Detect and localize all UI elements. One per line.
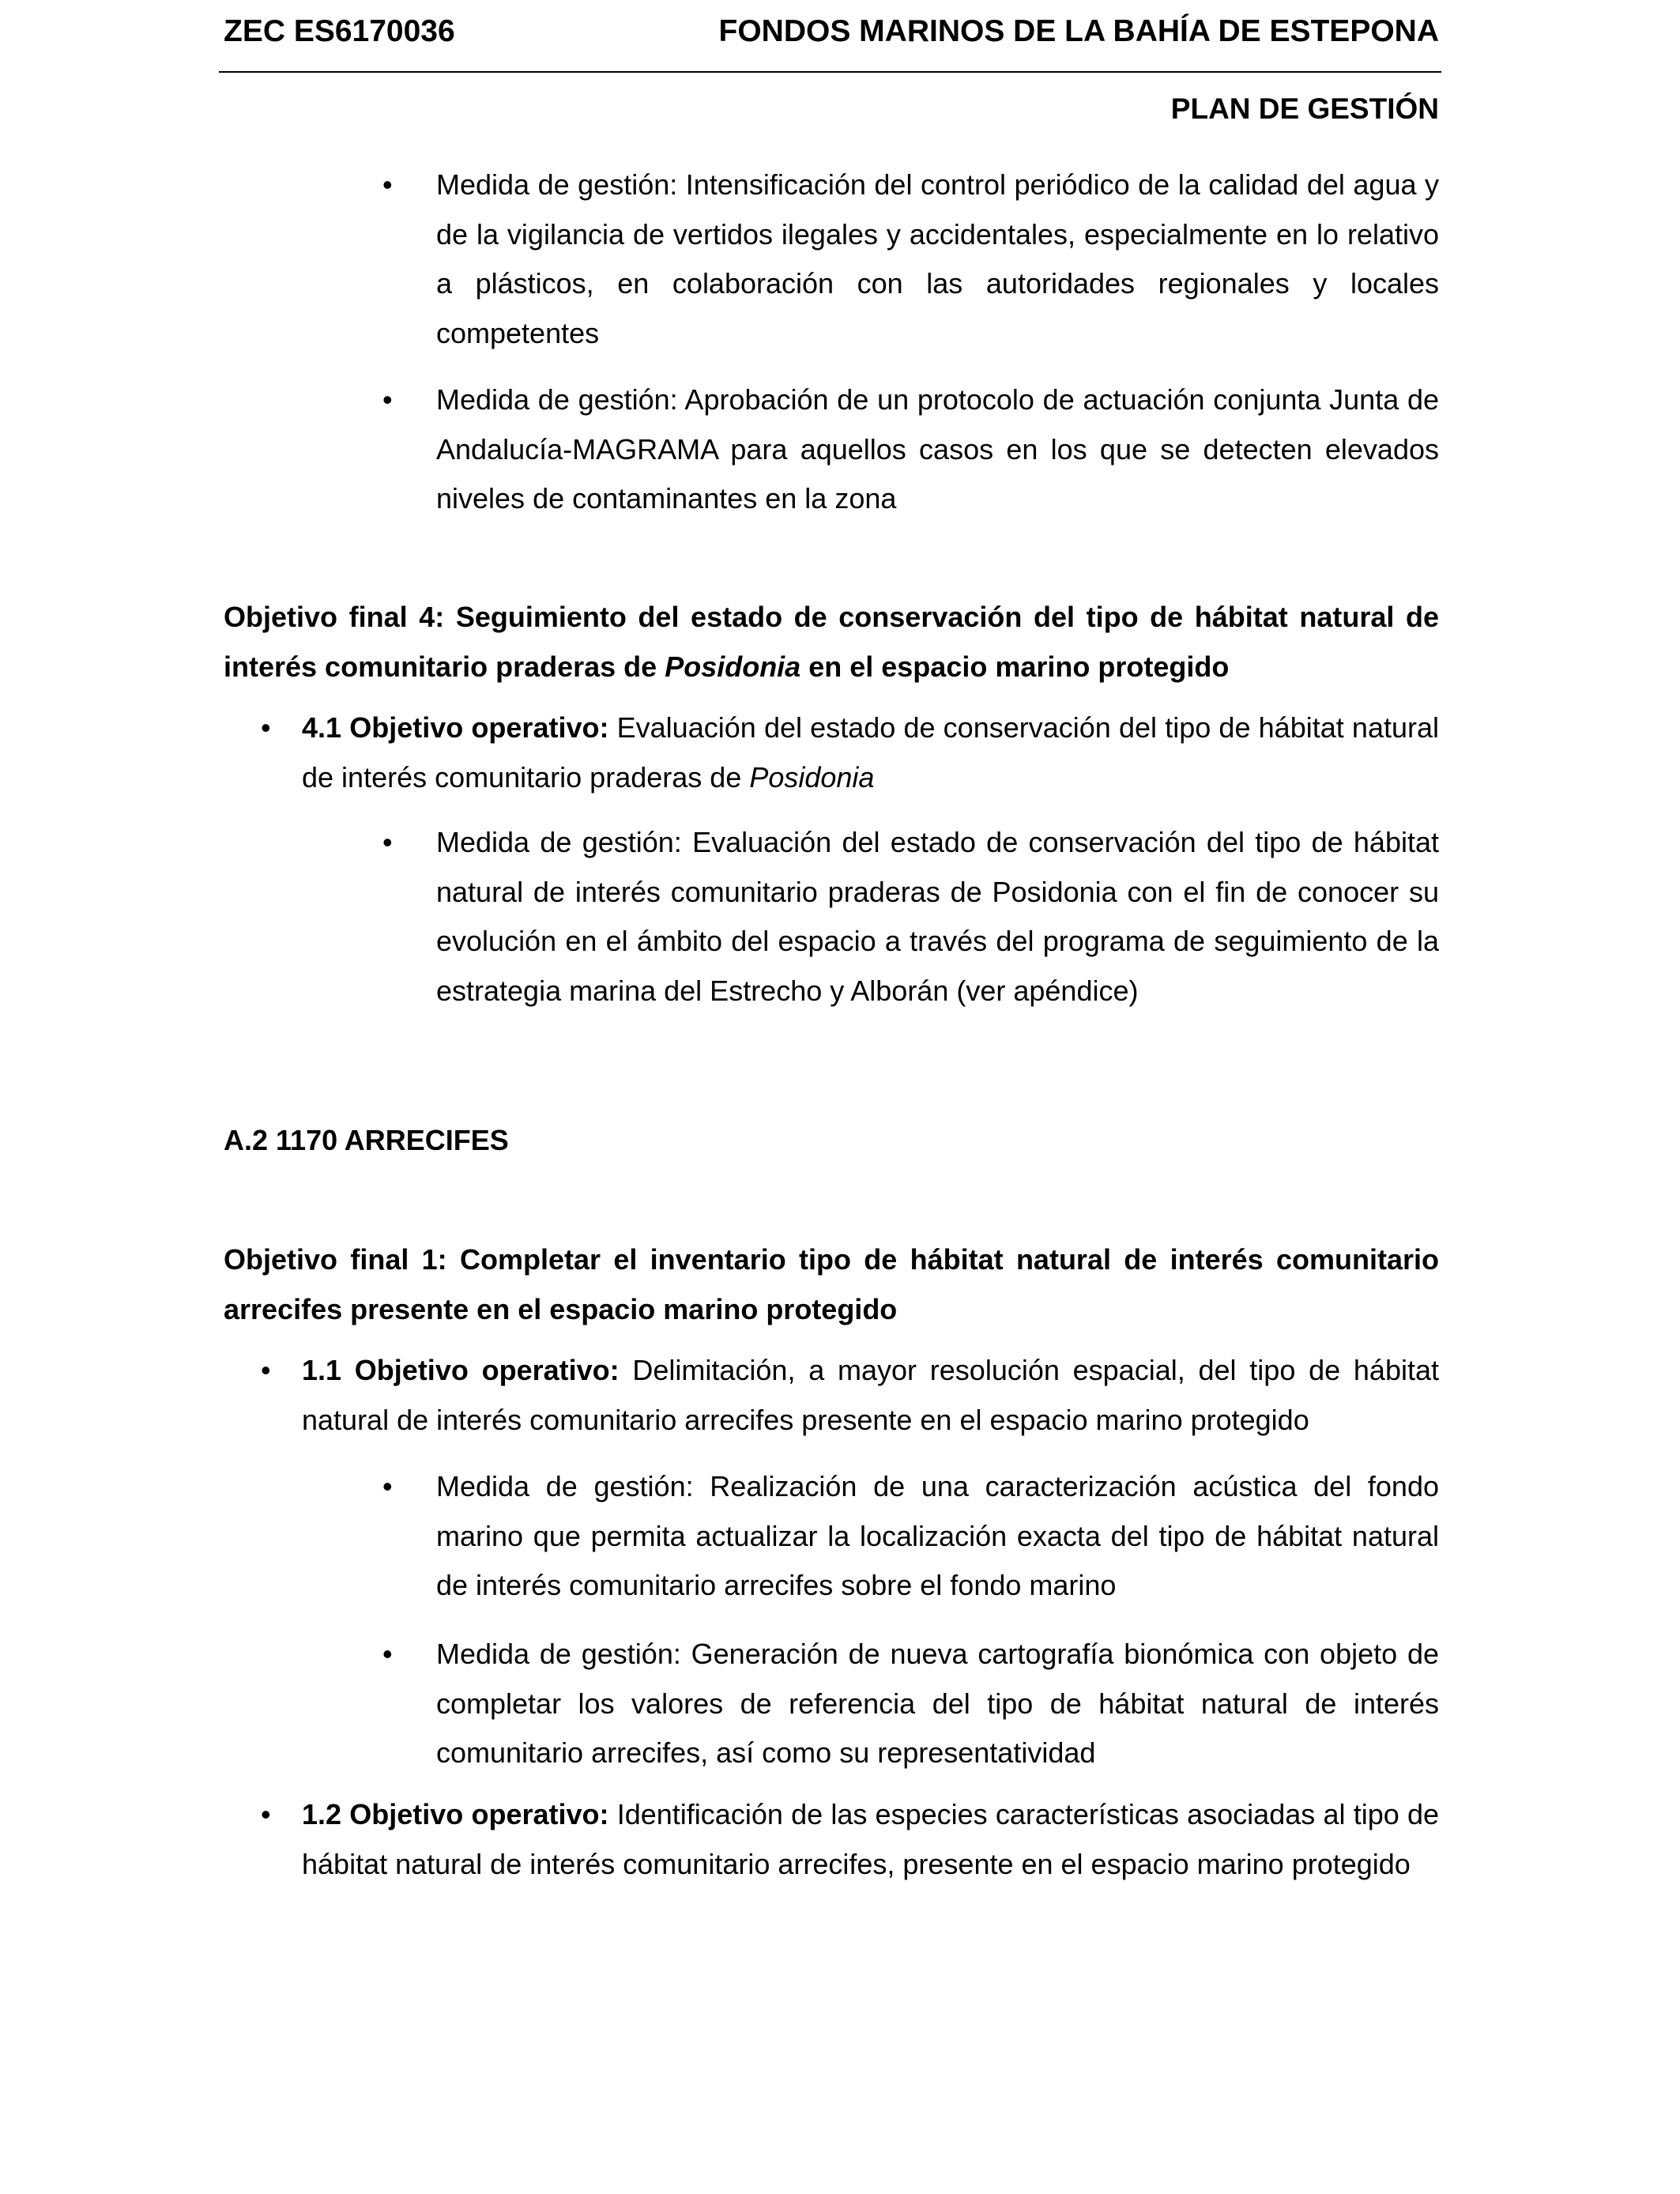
bullet-icon: • <box>382 1638 393 1670</box>
objective-4-title-italic: Posidonia <box>665 650 801 683</box>
measure-acoustic-characterization: Medida de gestión: Realización de una caracterización acústica del fondo marino que permita actualizar la localización exacta del tipo de hábitat natural de interés comunitario arrecifes sobre el fondo marino <box>436 1470 1439 1601</box>
measure-contaminants-protocol: Medida de gestión: Aprobación de un protocolo de actuación conjunta Junta de Andalucía-MAGRAMA para aquellos casos en los que se detecten elevados niveles de contaminantes en la zona <box>436 383 1439 515</box>
operative-objective-1-1-text: Delimitación, a mayor resolución espacial, del tipo de hábitat natural de interés comunitario arrecifes presente en el espacio marino protegido <box>302 1354 1439 1436</box>
bullet-icon: • <box>382 383 393 416</box>
measure-water-quality: Medida de gestión: Intensificación del control periódico de la calidad del agua y de la vigilancia de vertidos ilegales y accidentales, especialmente en lo relativo a plásticos, en colaboración con las autoridades regionales y locales competentes <box>436 168 1439 349</box>
bullet-icon: • <box>261 711 271 744</box>
operative-objective-4-1-number: 4.1 Objetivo operativo: <box>302 711 609 744</box>
operative-objective-1-1-number: 1.1 Objetivo operativo: <box>302 1354 620 1386</box>
operative-objective-4-1-italic: Posidonia <box>749 760 875 794</box>
bullet-icon: • <box>382 1470 393 1502</box>
operative-objective-4-1-text: Evaluación del estado de conservación del tipo de hábitat natural de interés comunitario praderas de <box>302 711 1440 794</box>
header-divider <box>219 71 1441 73</box>
measure-bionomic-cartography: Medida de gestión: Generación de nueva cartografía bionómica con objeto de completar los valores de referencia del tipo de hábitat natural de interés comunitario arrecifes, así como su representatividad <box>436 1638 1439 1769</box>
bullet-icon: • <box>261 1798 271 1830</box>
operative-objective-1-1 <box>302 1346 1439 1445</box>
operative-objective-1-2-number: 1.2 Objetivo operativo: <box>302 1798 609 1830</box>
objective-4-title-part1: Objetivo final 4: Seguimiento del estado de conservación del tipo de hábitat natural de interés comunitario praderas de <box>224 601 1439 683</box>
bullet-icon: • <box>382 826 393 858</box>
operative-objective-1-2 <box>302 1790 1439 1889</box>
header-subtitle: PLAN DE GESTIÓN <box>1170 92 1439 125</box>
bullet-icon: • <box>382 168 393 201</box>
operative-objective-4-1 <box>302 703 1439 802</box>
header-title: FONDOS MARINOS DE LA BAHÍA DE ESTEPONA <box>718 14 1439 48</box>
operative-objective-1-2-text: Identificación de las especies características asociadas al tipo de hábitat natural de interés comunitario arrecifes, presente en el espacio marino protegido <box>302 1798 1439 1880</box>
objective-4-heading <box>224 593 1439 692</box>
measure-posidonia-evaluation: Medida de gestión: Evaluación del estado de conservación del tipo de hábitat natural de interés comunitario praderas de Posidonia con el fin de conocer su evolución en el ámbito del espacio a través del programa de seguimiento de la estrategia marina del Estrecho y Alborán (ver apéndice) <box>436 826 1439 1007</box>
bullet-icon: • <box>261 1354 271 1386</box>
objective-1-heading: Objetivo final 1: Completar el inventario tipo de hábitat natural de interés comunitario arrecifes presente en el espacio marino protegido <box>224 1243 1439 1325</box>
objective-4-title-part2: en el espacio marino protegido <box>800 650 1230 683</box>
header-code: ZEC ES6170036 <box>224 14 455 48</box>
section-a2-heading: A.2 1170 ARRECIFES <box>224 1124 509 1156</box>
